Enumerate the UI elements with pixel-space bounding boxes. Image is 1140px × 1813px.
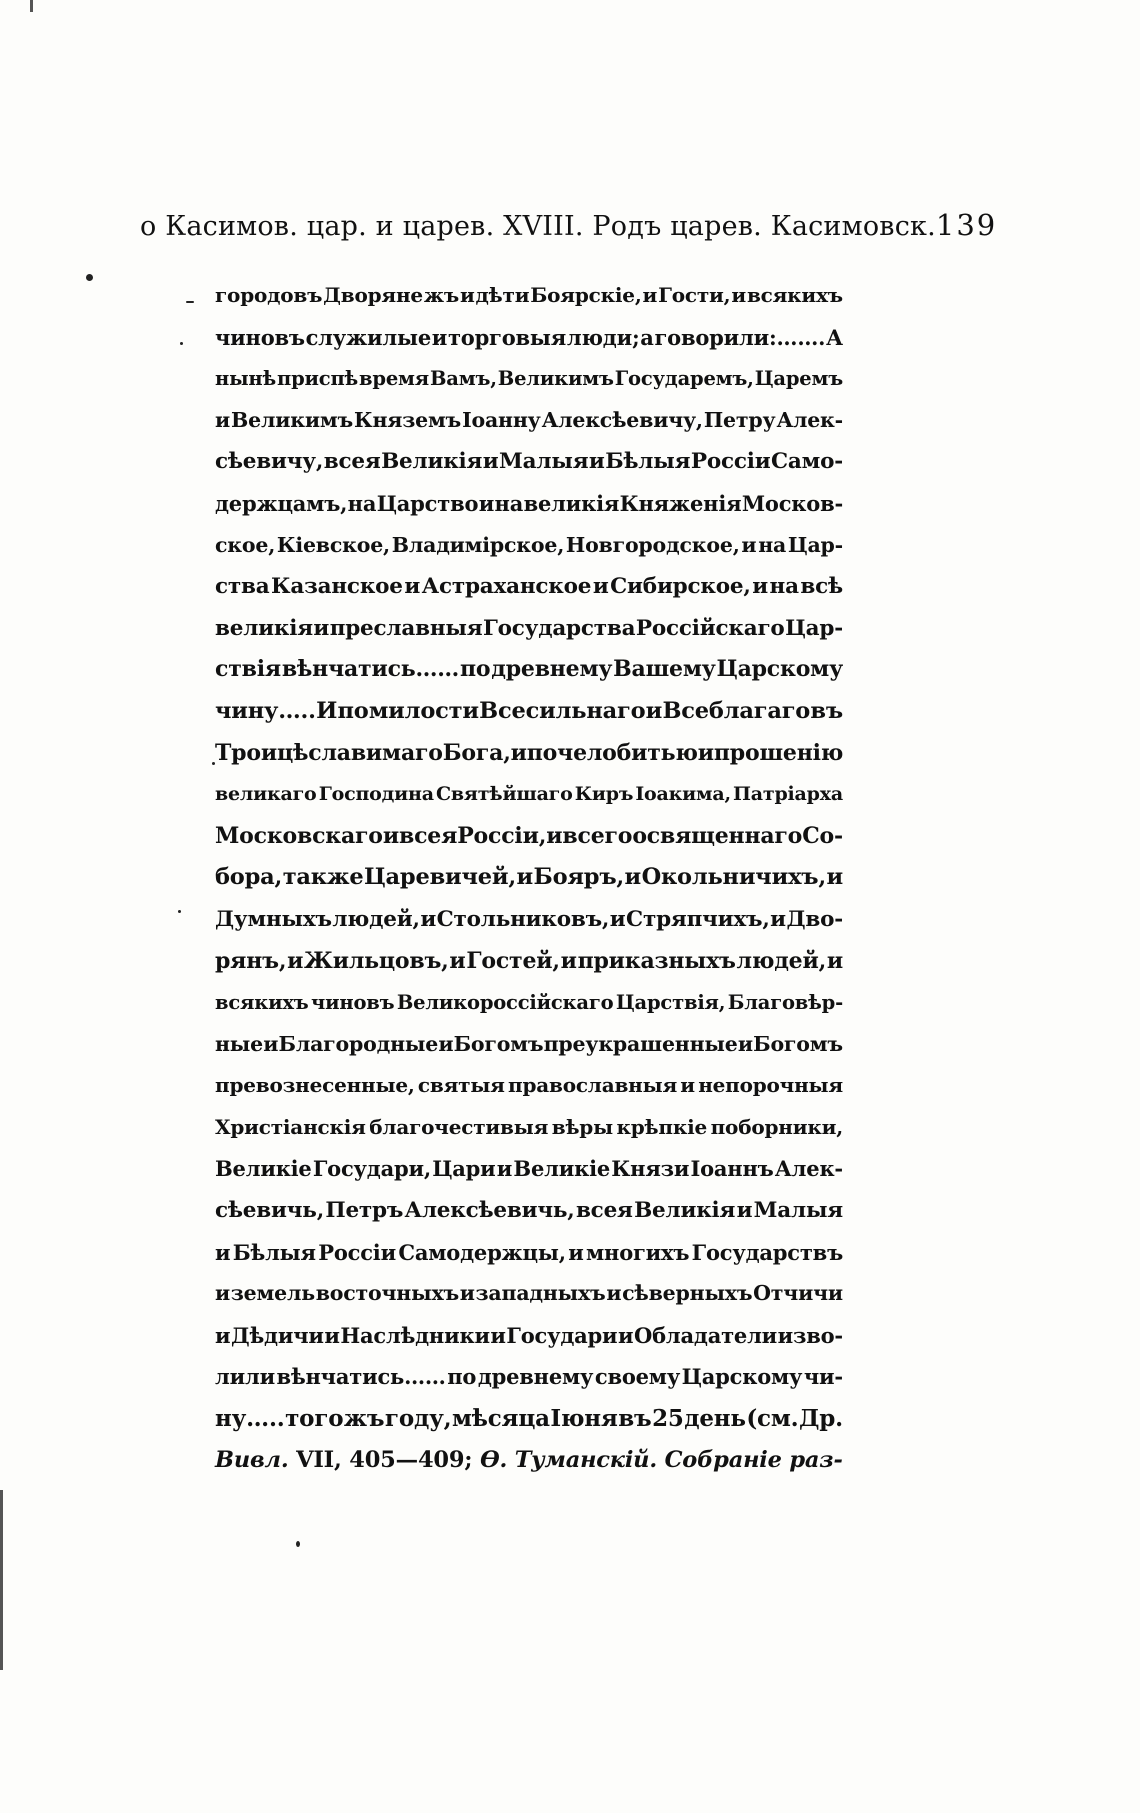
word: на xyxy=(769,574,799,600)
text-line xyxy=(215,566,843,608)
word: и xyxy=(737,1031,753,1056)
word: Царемъ xyxy=(754,367,843,391)
text-line xyxy=(215,774,843,816)
word: время xyxy=(359,367,429,391)
word: великія xyxy=(523,490,620,516)
word: 25 xyxy=(652,1405,684,1433)
word: изво- xyxy=(777,1322,843,1348)
word: крѣпкіе xyxy=(616,1114,708,1139)
word: Царскому xyxy=(716,656,843,683)
word: земель xyxy=(230,1281,315,1306)
word: и xyxy=(459,283,475,307)
word: и xyxy=(731,283,746,307)
word: восточныхъ xyxy=(315,1281,459,1306)
word: Петру xyxy=(703,407,776,432)
word: мѣсяца xyxy=(451,1405,550,1433)
word: и xyxy=(826,864,843,891)
word: Великіе xyxy=(513,1156,611,1182)
word: держцамъ, xyxy=(215,490,348,516)
word: великія xyxy=(215,615,313,641)
word: Іоанну xyxy=(462,407,541,432)
word: Алексѣевичь, xyxy=(404,1198,575,1224)
word: Отчичи xyxy=(753,1281,843,1306)
word: всея xyxy=(323,449,381,475)
word: Благовѣр- xyxy=(727,991,843,1015)
word: (см. xyxy=(746,1405,799,1433)
word: всякихъ xyxy=(746,283,843,307)
text-line xyxy=(215,441,843,483)
word: бора, xyxy=(215,864,283,891)
word: сѣверныхъ xyxy=(622,1281,753,1306)
scan-speck xyxy=(212,762,215,765)
word: Всеблагаго xyxy=(662,697,811,724)
word: и xyxy=(478,490,495,516)
word: Господина xyxy=(318,783,434,806)
text-line xyxy=(215,1190,843,1232)
text-line xyxy=(215,1148,843,1190)
text-line xyxy=(215,317,843,359)
word: Боярскіе, xyxy=(530,283,642,307)
word: древнему xyxy=(477,1364,594,1390)
word: и xyxy=(215,1281,231,1306)
word: людей, xyxy=(736,947,827,974)
word: Сибирское, xyxy=(610,574,751,600)
word: и xyxy=(624,864,642,891)
word: и xyxy=(490,1322,506,1348)
word: Князи xyxy=(611,1156,690,1182)
body-text xyxy=(215,275,843,1481)
word: и xyxy=(438,1031,454,1056)
word: и xyxy=(736,1198,753,1224)
word: Цар- xyxy=(785,615,843,641)
word: и xyxy=(404,574,421,600)
word: Малыя xyxy=(753,1198,843,1224)
word: и xyxy=(609,906,626,932)
word: и xyxy=(215,407,231,432)
word: Вашему xyxy=(613,656,716,683)
word: и xyxy=(642,283,658,307)
word: Алек- xyxy=(776,407,843,432)
word: и xyxy=(449,947,466,974)
word: и xyxy=(215,1239,231,1265)
word: Царство xyxy=(376,490,479,516)
word: городовъ xyxy=(215,283,323,307)
text-line xyxy=(215,1315,843,1357)
word: Царскому xyxy=(681,1364,803,1390)
word: Троицѣ xyxy=(215,739,309,766)
word: служилые xyxy=(305,324,432,350)
word: и xyxy=(313,615,330,641)
word: чи- xyxy=(803,1364,843,1390)
scan-speck xyxy=(86,274,93,281)
word: и xyxy=(496,1156,513,1182)
text-line xyxy=(215,649,843,691)
word: и xyxy=(618,1322,634,1348)
word: приспѣ xyxy=(277,367,359,391)
word: вѣры xyxy=(551,1114,613,1139)
word: и xyxy=(510,739,527,766)
text-line xyxy=(215,608,843,650)
word: славимаго xyxy=(308,739,443,766)
word: Іоаннъ xyxy=(690,1156,774,1182)
text-line xyxy=(215,899,843,941)
word: освященнаго xyxy=(632,822,803,849)
word: Кіевское, xyxy=(276,532,390,557)
word: Россіи xyxy=(318,1239,396,1265)
word: Великія xyxy=(634,1198,736,1224)
word: Россійскаго xyxy=(635,615,785,641)
text-line xyxy=(215,1398,843,1440)
word: ствія xyxy=(215,656,281,683)
word: Наслѣдники xyxy=(340,1322,490,1348)
text-line xyxy=(215,857,843,899)
word: нынѣ xyxy=(215,367,277,391)
text-line xyxy=(215,1024,843,1066)
word: ные xyxy=(215,1031,263,1056)
word: лили xyxy=(215,1364,275,1390)
word: и xyxy=(546,822,563,849)
text-line xyxy=(215,691,843,733)
word: поборники, xyxy=(710,1114,843,1139)
word: Княземъ xyxy=(354,407,462,432)
word: Самодержцы, xyxy=(398,1239,566,1265)
word: чину….. xyxy=(215,697,316,724)
word: милости xyxy=(368,697,479,724)
word: православныя xyxy=(508,1073,678,1098)
word: Святѣйшаго xyxy=(435,783,573,806)
word: Цари xyxy=(432,1156,496,1182)
text-line xyxy=(215,733,843,775)
text-line xyxy=(215,400,843,442)
word: ское, xyxy=(215,532,276,557)
word: торговыя xyxy=(447,324,567,350)
word: чиновъ xyxy=(311,991,395,1015)
word: и xyxy=(770,906,786,932)
word: древнему xyxy=(491,656,613,683)
text-lines xyxy=(215,275,843,1440)
word: говорили:……. xyxy=(654,324,826,350)
word: Окольничихъ, xyxy=(641,864,826,891)
word: вѣнчатись…… xyxy=(281,656,460,683)
word: всея xyxy=(399,822,458,849)
word: Вамъ, xyxy=(429,367,497,391)
word: Великіе xyxy=(215,1156,312,1182)
word: по xyxy=(459,656,491,683)
word: А xyxy=(826,324,843,350)
word: И xyxy=(316,697,338,724)
word: и xyxy=(215,1322,231,1348)
word: по xyxy=(337,697,369,724)
word: и xyxy=(826,947,843,974)
word: Со- xyxy=(802,822,843,849)
word: многихъ xyxy=(585,1239,690,1265)
text-line xyxy=(215,816,843,858)
text-line-last xyxy=(215,1440,843,1482)
word: Др. xyxy=(799,1405,843,1433)
scan-edge-mark xyxy=(0,1490,3,1670)
word: чиновъ xyxy=(215,324,305,350)
word: и xyxy=(592,574,609,600)
word: Московскаго xyxy=(215,822,383,849)
word: Алексѣевичу, xyxy=(541,407,703,432)
word: Великія xyxy=(381,449,483,475)
word: Россіи, xyxy=(457,822,547,849)
word: Стряпчихъ, xyxy=(626,906,770,932)
word: Малыя xyxy=(499,449,589,475)
text-line xyxy=(215,1356,843,1398)
word: Казанское xyxy=(271,574,403,600)
citation-range: VII, 405—409; xyxy=(288,1446,481,1473)
word: Бояръ, xyxy=(533,864,625,891)
word: Дѣдичи xyxy=(230,1322,324,1348)
word: Бѣлыя xyxy=(232,1239,316,1265)
citation-abbrev: Вивл. xyxy=(215,1446,289,1473)
word: на xyxy=(494,490,524,516)
citation-author: Ѳ. Туманскій. Собраніе раз- xyxy=(480,1446,843,1473)
word: Цар- xyxy=(787,532,843,557)
word: и xyxy=(324,1322,340,1348)
word: Іоакима, xyxy=(635,783,731,806)
word: Царствія, xyxy=(615,991,726,1015)
word: превознесенные, xyxy=(215,1073,415,1098)
scan-speck xyxy=(178,910,181,913)
word: Обладатели xyxy=(633,1322,778,1348)
word: Іюня xyxy=(550,1405,618,1433)
word: всея xyxy=(575,1198,633,1224)
word: Царевичей, xyxy=(364,864,517,891)
text-line xyxy=(215,982,843,1024)
word: люди; xyxy=(566,324,640,350)
word: и xyxy=(752,574,768,600)
word: великаго xyxy=(215,783,317,806)
word: своему xyxy=(594,1364,681,1390)
word: Богомъ xyxy=(453,1031,544,1056)
word: въ xyxy=(810,697,843,724)
text-line xyxy=(215,1232,843,1274)
word: жъ xyxy=(343,1405,385,1433)
scan-edge-mark xyxy=(30,0,33,12)
word: и xyxy=(482,449,499,475)
word: Государи, xyxy=(312,1156,431,1182)
word: Христіанскія xyxy=(215,1114,366,1139)
word: на xyxy=(347,490,377,516)
word: Государи xyxy=(506,1322,618,1348)
word: сѣевичь, xyxy=(215,1198,324,1224)
word: всѣ xyxy=(800,574,843,600)
word: и xyxy=(588,449,605,475)
word: на xyxy=(758,532,787,557)
word: западныхъ xyxy=(475,1281,606,1306)
word: и xyxy=(287,947,304,974)
word: дѣти xyxy=(475,283,530,307)
text-line xyxy=(215,1273,843,1315)
word: и xyxy=(568,1239,584,1265)
word: и xyxy=(606,1281,622,1306)
word: Гости, xyxy=(658,283,731,307)
text-line xyxy=(215,1065,843,1107)
word: сѣевичу, xyxy=(215,449,324,475)
word: Великимъ xyxy=(231,407,354,432)
word: благочестивыя xyxy=(369,1114,549,1139)
word: и xyxy=(263,1031,279,1056)
word: Государства xyxy=(482,615,636,641)
scan-speck xyxy=(180,342,183,345)
word: прошенію xyxy=(713,739,844,766)
word: Петръ xyxy=(325,1198,404,1224)
text-line xyxy=(215,483,843,525)
word: Само- xyxy=(771,449,843,475)
word: Жильцовъ, xyxy=(304,947,449,974)
word: рянъ, xyxy=(215,947,287,974)
word: Княженія xyxy=(619,490,742,516)
word: Бога, xyxy=(442,739,511,766)
word: Владимірское, xyxy=(391,532,565,557)
word: преславныя xyxy=(329,615,483,641)
word: Алек- xyxy=(774,1156,843,1182)
word: году, xyxy=(384,1405,452,1433)
word: Новгородское, xyxy=(565,532,740,557)
word: по xyxy=(447,1364,477,1390)
word: по xyxy=(526,739,558,766)
word: и xyxy=(560,947,577,974)
word: Киръ xyxy=(574,783,634,806)
word: Великороссійскаго xyxy=(396,991,614,1015)
word: челобитью xyxy=(557,739,698,766)
running-head xyxy=(140,208,998,248)
word: и xyxy=(459,1281,475,1306)
word: и xyxy=(741,532,757,557)
word: людей, xyxy=(332,906,420,932)
word: непорочныя xyxy=(698,1073,843,1098)
word: Гостей, xyxy=(466,947,560,974)
word: Великимъ xyxy=(497,367,614,391)
word: Россіи xyxy=(690,449,771,475)
word: Всесильнаго xyxy=(479,697,646,724)
word: и xyxy=(420,906,437,932)
text-line xyxy=(215,358,843,400)
running-title: о Касимов. цар. и царев. XVIII. Родъ царев. Касимовск. xyxy=(140,211,936,242)
word: и xyxy=(697,739,714,766)
scan-speck xyxy=(186,301,194,303)
word: святыя xyxy=(417,1073,505,1098)
word: и xyxy=(516,864,534,891)
word: Думныхъ xyxy=(215,906,332,932)
word: того xyxy=(285,1405,344,1433)
text-line xyxy=(215,525,843,567)
word: Москов- xyxy=(741,490,843,516)
word: всего xyxy=(562,822,633,849)
scan-speck xyxy=(296,1541,300,1547)
text-line xyxy=(215,1107,843,1149)
word: ства xyxy=(215,574,270,600)
word: и xyxy=(645,697,663,724)
word: день xyxy=(684,1405,746,1433)
word: и xyxy=(680,1073,695,1098)
word: преукрашенные xyxy=(543,1031,738,1056)
word: Патріарха xyxy=(733,783,843,806)
word: также xyxy=(282,864,364,891)
word: Благородные xyxy=(278,1031,439,1056)
word: приказныхъ xyxy=(577,947,736,974)
word: въ xyxy=(618,1405,652,1433)
word: Государствъ xyxy=(691,1239,843,1265)
word: Бѣлыя xyxy=(605,449,691,475)
word: и xyxy=(431,324,448,350)
text-line xyxy=(215,275,843,317)
word: а xyxy=(640,324,654,350)
word: Дво- xyxy=(786,906,843,932)
word: Астраханское xyxy=(421,574,592,600)
word: ну….. xyxy=(215,1405,285,1433)
word: Стольниковъ, xyxy=(436,906,610,932)
text-line xyxy=(215,941,843,983)
word: Дворяне xyxy=(323,283,423,307)
page-number: 139 xyxy=(935,208,998,242)
word: жъ xyxy=(423,283,459,307)
word: и xyxy=(382,822,399,849)
word: Богомъ xyxy=(753,1031,843,1056)
word: всякихъ xyxy=(215,991,309,1015)
word: вѣнчатись…… xyxy=(276,1364,446,1390)
word: Государемъ, xyxy=(614,367,754,391)
